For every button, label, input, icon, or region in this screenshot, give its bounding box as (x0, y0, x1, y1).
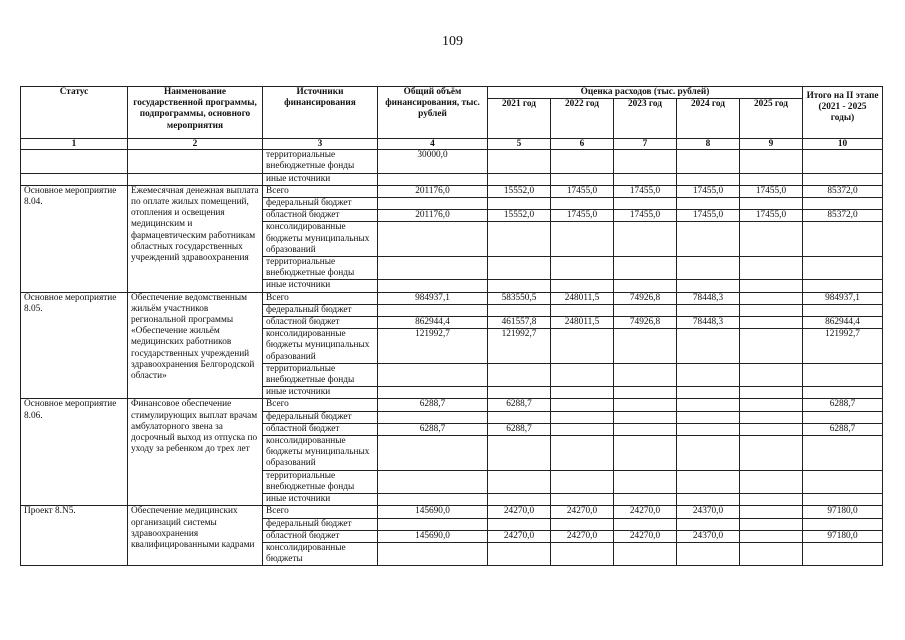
year-value-cell (614, 363, 677, 386)
total-cell: 121992,7 (378, 329, 488, 364)
year-value-cell: 583550,5 (488, 292, 551, 304)
year-value-cell (677, 280, 740, 292)
source-cell: территориальные внебюджетные фонды (263, 470, 378, 493)
year-value-cell (740, 304, 803, 316)
year-value-cell (488, 436, 551, 471)
year-value-cell (614, 494, 677, 506)
year-value-cell (488, 198, 551, 210)
source-cell: территориальные внебюджетные фонды (263, 150, 378, 173)
year-value-cell (614, 470, 677, 493)
year-value-cell (677, 363, 740, 386)
year-value-cell (551, 150, 614, 173)
total-cell: 145690,0 (378, 530, 488, 542)
year-value-cell (740, 436, 803, 471)
table-row (21, 173, 883, 185)
year-value-cell (614, 399, 677, 411)
year-value-cell (551, 257, 614, 280)
year-value-cell (677, 329, 740, 364)
year-value-cell (488, 363, 551, 386)
total-cell: 862944,4 (378, 317, 488, 329)
year-value-cell (677, 470, 740, 493)
status-cell: Основное мероприятие 8.04. (21, 185, 128, 292)
column-number: 3 (263, 139, 378, 150)
year-value-cell: 24270,0 (551, 506, 614, 518)
source-cell: Всего (263, 399, 378, 411)
itogo-cell: 97180,0 (803, 530, 883, 542)
column-number: 4 (378, 139, 488, 150)
source-cell: иные источники (263, 494, 378, 506)
year-value-cell: 17455,0 (740, 185, 803, 197)
name-cell: Обеспечение ведомственным жильём участников региональной программы «Обеспечение жильём медицинских работников государственных учреждений здравоохранения Белгородской области» (128, 292, 263, 399)
source-cell: федеральный бюджет (263, 518, 378, 530)
name-cell: Ежемесячная денежная выплата по оплате жилых помещений, отопления и освещения медицинским и фармацевтическим работникам областных государственных учреждений здравоохранения (128, 185, 263, 292)
table-row (21, 150, 883, 173)
year-value-cell: 121992,7 (488, 329, 551, 364)
itogo-cell (803, 304, 883, 316)
year-value-cell (677, 198, 740, 210)
year-value-cell (614, 280, 677, 292)
itogo-cell (803, 494, 883, 506)
total-cell: 201176,0 (378, 210, 488, 222)
year-value-cell (677, 150, 740, 173)
column-number: 2 (128, 139, 263, 150)
year-value-cell (551, 363, 614, 386)
year-value-cell (551, 304, 614, 316)
header-itogo: Итого на II этапе (2021 - 2025 годы) (803, 87, 883, 139)
year-value-cell (551, 173, 614, 185)
source-cell: консолидированные бюджеты муниципальных образований (263, 436, 378, 471)
name-cell (128, 150, 263, 173)
name-cell: Обеспечение медицинских организаций системы здравоохранения квалифицированными кадрами (128, 506, 263, 566)
year-value-cell: 17455,0 (551, 185, 614, 197)
header-status: Статус (21, 87, 128, 139)
year-value-cell: 78448,3 (677, 317, 740, 329)
source-cell: федеральный бюджет (263, 198, 378, 210)
status-cell (21, 173, 128, 185)
header-total: Общий объём финансирования, тыс. рублей (378, 87, 488, 139)
header-name: Наименование государственной программы, подпрограммы, основного мероприятия (128, 87, 263, 139)
year-value-cell (740, 198, 803, 210)
total-cell (378, 542, 488, 565)
total-cell (378, 387, 488, 399)
itogo-cell: 85372,0 (803, 210, 883, 222)
source-cell: Всего (263, 185, 378, 197)
year-value-cell: 17455,0 (740, 210, 803, 222)
year-value-cell (677, 257, 740, 280)
column-number: 7 (614, 139, 677, 150)
year-value-cell (740, 518, 803, 530)
column-number: 10 (803, 139, 883, 150)
year-value-cell (488, 222, 551, 257)
name-cell: Финансовое обеспечение стимулирующих выплат врачам амбулаторного звена за досрочный выход из отпуска по уходу за ребенком до трех лет (128, 399, 263, 506)
year-value-cell: 17455,0 (677, 210, 740, 222)
total-cell: 984937,1 (378, 292, 488, 304)
year-value-cell (740, 399, 803, 411)
year-value-cell (740, 387, 803, 399)
year-value-cell: 17455,0 (551, 210, 614, 222)
itogo-cell (803, 150, 883, 173)
year-value-cell (740, 257, 803, 280)
year-value-cell (614, 411, 677, 423)
year-value-cell: 24370,0 (677, 530, 740, 542)
year-value-cell (488, 542, 551, 565)
itogo-cell: 121992,7 (803, 329, 883, 364)
year-value-cell (614, 257, 677, 280)
year-value-cell (551, 542, 614, 565)
total-cell: 6288,7 (378, 399, 488, 411)
table-row (21, 506, 883, 518)
source-cell: иные источники (263, 280, 378, 292)
year-value-cell: 24270,0 (488, 506, 551, 518)
source-cell: областной бюджет (263, 423, 378, 435)
source-cell: областной бюджет (263, 210, 378, 222)
year-value-cell (740, 411, 803, 423)
year-value-cell: 15552,0 (488, 185, 551, 197)
total-cell (378, 304, 488, 316)
status-cell: Проект 8.N5. (21, 506, 128, 566)
year-value-cell (677, 399, 740, 411)
year-value-cell (614, 150, 677, 173)
year-value-cell (551, 470, 614, 493)
itogo-cell: 97180,0 (803, 506, 883, 518)
year-value-cell (614, 329, 677, 364)
year-value-cell (488, 173, 551, 185)
total-cell: 145690,0 (378, 506, 488, 518)
itogo-cell (803, 387, 883, 399)
source-cell: федеральный бюджет (263, 411, 378, 423)
total-cell: 6288,7 (378, 423, 488, 435)
source-cell: иные источники (263, 173, 378, 185)
year-value-cell (551, 387, 614, 399)
year-value-cell: 78448,3 (677, 292, 740, 304)
year-value-cell (551, 494, 614, 506)
itogo-cell (803, 518, 883, 530)
name-cell (128, 173, 263, 185)
source-cell: консолидированные бюджеты (263, 542, 378, 565)
itogo-cell (803, 363, 883, 386)
total-cell (378, 222, 488, 257)
year-value-cell: 24370,0 (677, 506, 740, 518)
source-cell: консолидированные бюджеты муниципальных образований (263, 222, 378, 257)
header-year: 2021 год (488, 99, 551, 139)
itogo-cell (803, 280, 883, 292)
budget-table (20, 86, 883, 566)
itogo-cell (803, 436, 883, 471)
year-value-cell (614, 198, 677, 210)
year-value-cell (740, 280, 803, 292)
year-value-cell (551, 423, 614, 435)
source-cell: территориальные внебюджетные фонды (263, 363, 378, 386)
status-cell: Основное мероприятие 8.05. (21, 292, 128, 399)
year-value-cell (677, 304, 740, 316)
year-value-cell: 248011,5 (551, 317, 614, 329)
year-value-cell (551, 280, 614, 292)
table-row (21, 399, 883, 411)
itogo-cell: 862944,4 (803, 317, 883, 329)
year-value-cell (488, 411, 551, 423)
total-cell: 30000,0 (378, 150, 488, 173)
year-value-cell (614, 387, 677, 399)
itogo-cell (803, 257, 883, 280)
year-value-cell (677, 173, 740, 185)
year-value-cell (488, 494, 551, 506)
total-cell (378, 518, 488, 530)
year-value-cell (551, 329, 614, 364)
year-value-cell: 6288,7 (488, 423, 551, 435)
status-cell (21, 150, 128, 173)
itogo-cell: 984937,1 (803, 292, 883, 304)
year-value-cell (740, 494, 803, 506)
total-cell (378, 411, 488, 423)
source-cell: иные источники (263, 387, 378, 399)
year-value-cell (551, 411, 614, 423)
header-sources: Источники финансирования (263, 87, 378, 139)
source-cell: территориальные внебюджетные фонды (263, 257, 378, 280)
itogo-cell: 6288,7 (803, 423, 883, 435)
year-value-cell: 74926,8 (614, 292, 677, 304)
source-cell: консолидированные бюджеты муниципальных образований (263, 329, 378, 364)
year-value-cell (551, 198, 614, 210)
year-value-cell (614, 423, 677, 435)
source-cell: федеральный бюджет (263, 304, 378, 316)
itogo-cell (803, 198, 883, 210)
year-value-cell (677, 387, 740, 399)
itogo-cell (803, 173, 883, 185)
column-number: 6 (551, 139, 614, 150)
column-number: 1 (21, 139, 128, 150)
year-value-cell: 24270,0 (551, 530, 614, 542)
year-value-cell (740, 329, 803, 364)
year-value-cell (614, 542, 677, 565)
year-value-cell (551, 518, 614, 530)
year-value-cell (677, 542, 740, 565)
total-cell (378, 470, 488, 493)
year-value-cell (551, 436, 614, 471)
table-row (21, 185, 883, 197)
header-year: 2025 год (740, 99, 803, 139)
year-value-cell (740, 222, 803, 257)
table-row (21, 292, 883, 304)
year-value-cell (677, 518, 740, 530)
total-cell (378, 198, 488, 210)
itogo-cell: 6288,7 (803, 399, 883, 411)
year-value-cell (740, 506, 803, 518)
year-value-cell (677, 494, 740, 506)
source-cell: Всего (263, 292, 378, 304)
year-value-cell (677, 423, 740, 435)
year-value-cell (740, 542, 803, 565)
year-value-cell: 15552,0 (488, 210, 551, 222)
year-value-cell (488, 150, 551, 173)
year-value-cell (740, 292, 803, 304)
year-value-cell (740, 423, 803, 435)
status-cell: Основное мероприятие 8.06. (21, 399, 128, 506)
year-value-cell (488, 304, 551, 316)
itogo-cell (803, 470, 883, 493)
page-number: 109 (442, 34, 463, 49)
year-value-cell: 24270,0 (614, 506, 677, 518)
year-value-cell: 74926,8 (614, 317, 677, 329)
itogo-cell (803, 411, 883, 423)
itogo-cell (803, 542, 883, 565)
year-value-cell (740, 363, 803, 386)
year-value-cell (740, 530, 803, 542)
total-cell (378, 173, 488, 185)
column-number: 5 (488, 139, 551, 150)
source-cell: областной бюджет (263, 317, 378, 329)
year-value-cell (677, 222, 740, 257)
year-value-cell (740, 173, 803, 185)
total-cell (378, 494, 488, 506)
itogo-cell (803, 222, 883, 257)
header-year: 2022 год (551, 99, 614, 139)
total-cell (378, 280, 488, 292)
total-cell (378, 257, 488, 280)
year-value-cell: 24270,0 (614, 530, 677, 542)
year-value-cell (488, 257, 551, 280)
year-value-cell (488, 470, 551, 493)
total-cell (378, 363, 488, 386)
year-value-cell: 6288,7 (488, 399, 551, 411)
year-value-cell: 17455,0 (677, 185, 740, 197)
year-value-cell (488, 387, 551, 399)
year-value-cell (614, 436, 677, 471)
year-value-cell (677, 411, 740, 423)
year-value-cell (740, 470, 803, 493)
year-value-cell (614, 518, 677, 530)
header-year: 2023 год (614, 99, 677, 139)
column-number: 8 (677, 139, 740, 150)
year-value-cell (614, 173, 677, 185)
column-number: 9 (740, 139, 803, 150)
year-value-cell: 248011,5 (551, 292, 614, 304)
total-cell (378, 436, 488, 471)
year-value-cell: 17455,0 (614, 185, 677, 197)
year-value-cell (740, 317, 803, 329)
year-value-cell (614, 222, 677, 257)
year-value-cell (677, 436, 740, 471)
year-value-cell: 461557,8 (488, 317, 551, 329)
year-value-cell (551, 399, 614, 411)
itogo-cell: 85372,0 (803, 185, 883, 197)
year-value-cell: 17455,0 (614, 210, 677, 222)
total-cell: 201176,0 (378, 185, 488, 197)
header-year: 2024 год (677, 99, 740, 139)
year-value-cell (488, 280, 551, 292)
source-cell: областной бюджет (263, 530, 378, 542)
year-value-cell (488, 518, 551, 530)
year-value-cell (740, 150, 803, 173)
header-estimate: Оценка расходов (тыс. рублей) (488, 87, 803, 99)
year-value-cell (551, 222, 614, 257)
year-value-cell (614, 304, 677, 316)
source-cell: Всего (263, 506, 378, 518)
year-value-cell: 24270,0 (488, 530, 551, 542)
